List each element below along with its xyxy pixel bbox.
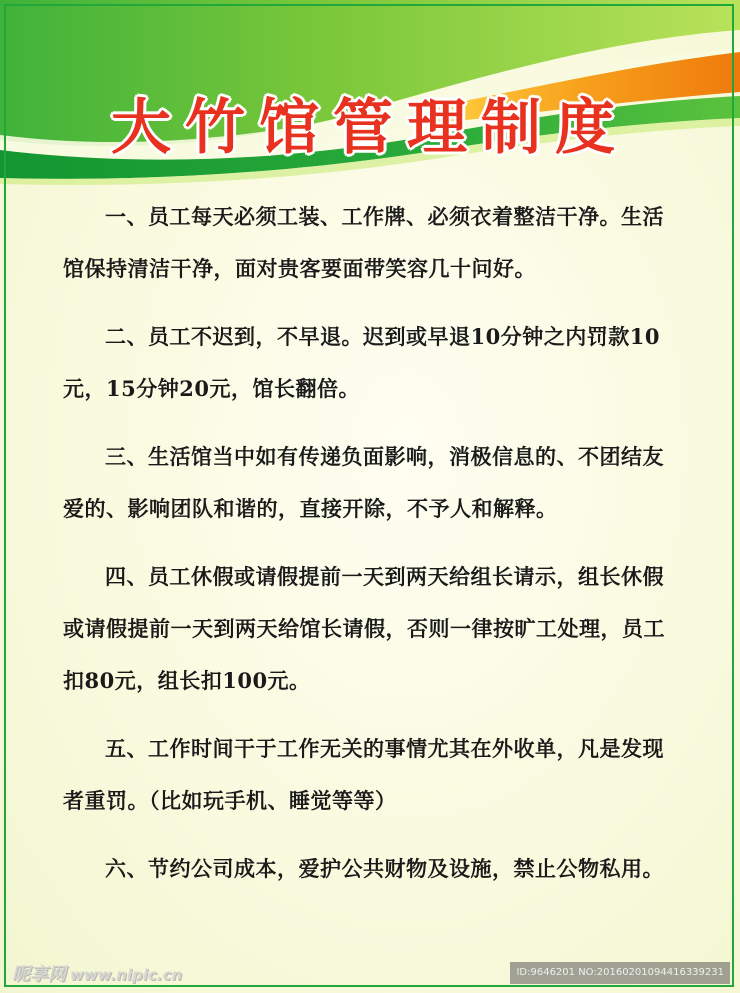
rule-5: 五、工作时间干于工作无关的事情尤其在外收单，凡是发现者重罚。（比如玩手机、睡觉等等） (63, 736, 664, 813)
poster-title: 大竹馆管理制度 (111, 93, 629, 163)
watermark-url: www.nipic.cn (70, 966, 183, 984)
watermark-brand (12, 960, 182, 986)
rule-3: 三、生活馆当中如有传递负面影响，消极信息的、不团结友爱的、影响团队和谐的，直接开除，不予人和解释。 (63, 444, 664, 521)
rule-2: 二、员工不迟到，不早退。迟到或早退10分钟之内罚款10元，15分钟20元，馆长翻倍。 (63, 324, 660, 401)
rules-list (63, 191, 683, 911)
rule-1: 一、员工每天必须工装、工作牌、必须衣着整洁干净。生活馆保持清洁干净，面对贵客要面带笑容几十问好。 (63, 204, 664, 281)
watermark-id: ID:9646201 NO:20160201094416339231 (510, 962, 730, 984)
watermark-brand-name: 昵享网 (12, 964, 66, 985)
rule-6: 六、节约公司成本，爱护公共财物及设施，禁止公物私用。 (105, 856, 664, 881)
rule-4: 四、员工休假或请假提前一天到两天给组长请示，组长休假或请假提前一天到两天给馆长请假，否则一律按旷工处理，员工扣80元，组长扣100元。 (63, 564, 665, 693)
